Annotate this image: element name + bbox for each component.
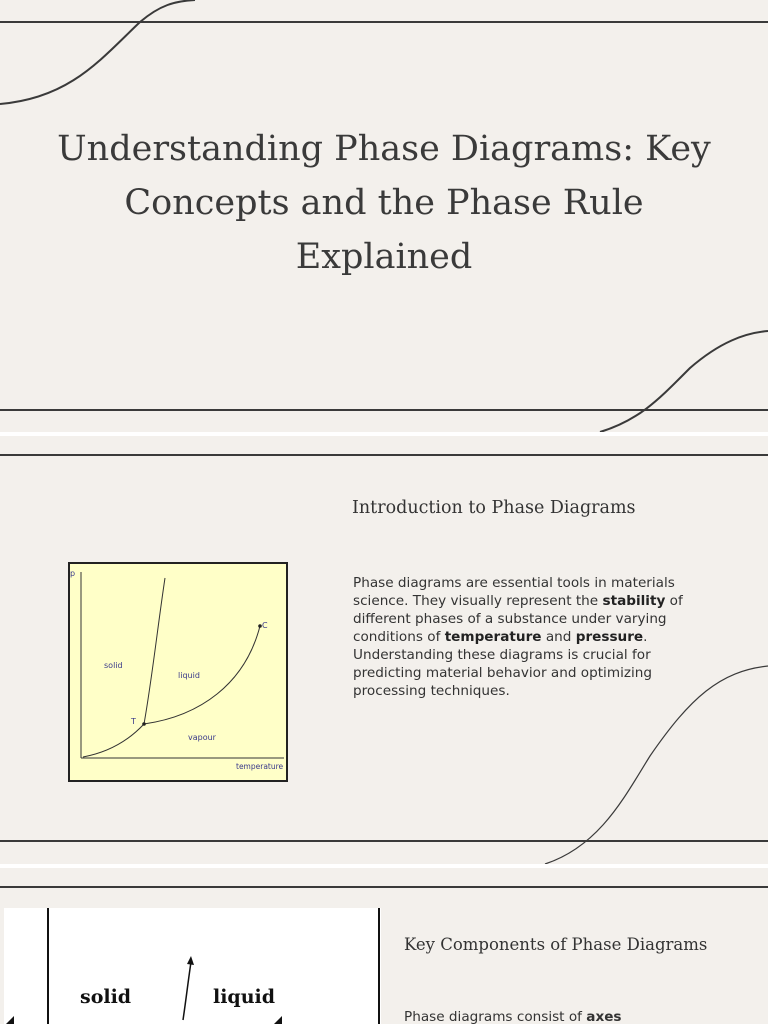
components-paragraph: [404, 1008, 734, 1024]
phase-boundary-curve: [183, 962, 191, 1020]
intro-slide: [0, 436, 768, 864]
phase-diagram-figure: [68, 562, 288, 782]
page-title: Understanding Phase Diagrams: Key Concepts and the Phase Rule Explained: [57, 129, 711, 277]
components-slide: [0, 868, 768, 1024]
sublimation-curve: [83, 724, 144, 757]
body-text: Phase diagrams consist of: [404, 1009, 587, 1024]
body-text: Phase diagrams are essential tools in materials science. They visually represent the: [353, 575, 675, 609]
section-heading: Introduction to Phase Diagrams: [352, 498, 636, 518]
vaporization-curve: [144, 626, 260, 724]
arrow-head-icon: [187, 956, 194, 965]
top-divider-line: [0, 21, 768, 23]
top-divider-line: [0, 886, 768, 888]
phase-boundary-svg: [4, 908, 381, 1024]
phase-boundary-figure: [4, 908, 381, 1024]
intro-paragraph: [353, 574, 683, 700]
region-liquid-label: liquid: [178, 671, 200, 680]
top-divider-line: [0, 454, 768, 456]
region-vapour-label: vapour: [188, 733, 216, 742]
bottom-divider-line: [0, 840, 768, 842]
triple-point-label: T: [131, 717, 136, 726]
title-slide: [0, 0, 768, 432]
emphasis-axes: axes: [586, 1009, 622, 1024]
body-text: . Understanding these diagrams is crucial for predicting material behavior and optimizing processing techniques.: [353, 629, 653, 699]
critical-point-label: C: [262, 621, 268, 630]
emphasis-stability: stability: [602, 593, 666, 609]
bottom-divider-line: [0, 409, 768, 411]
arrow-left-icon: [6, 1016, 14, 1024]
y-axis-label: p: [70, 569, 76, 578]
body-text: of different phases of a substance under varying conditions of: [353, 593, 683, 645]
phase-diagram-svg: [70, 564, 286, 780]
melting-curve: [144, 578, 165, 724]
triple-point-marker: [142, 722, 146, 726]
region-solid-label: solid: [104, 661, 123, 670]
section-heading: Key Components of Phase Diagrams: [404, 935, 708, 954]
body-text: and: [541, 629, 576, 645]
arrow-marker-icon: [274, 1016, 282, 1024]
figure-label-liquid: liquid: [213, 986, 276, 1008]
figure-label-solid: solid: [80, 986, 132, 1008]
emphasis-pressure: pressure: [575, 629, 644, 645]
emphasis-temperature: temperature: [444, 629, 542, 645]
x-axis-label: temperature: [236, 762, 284, 771]
